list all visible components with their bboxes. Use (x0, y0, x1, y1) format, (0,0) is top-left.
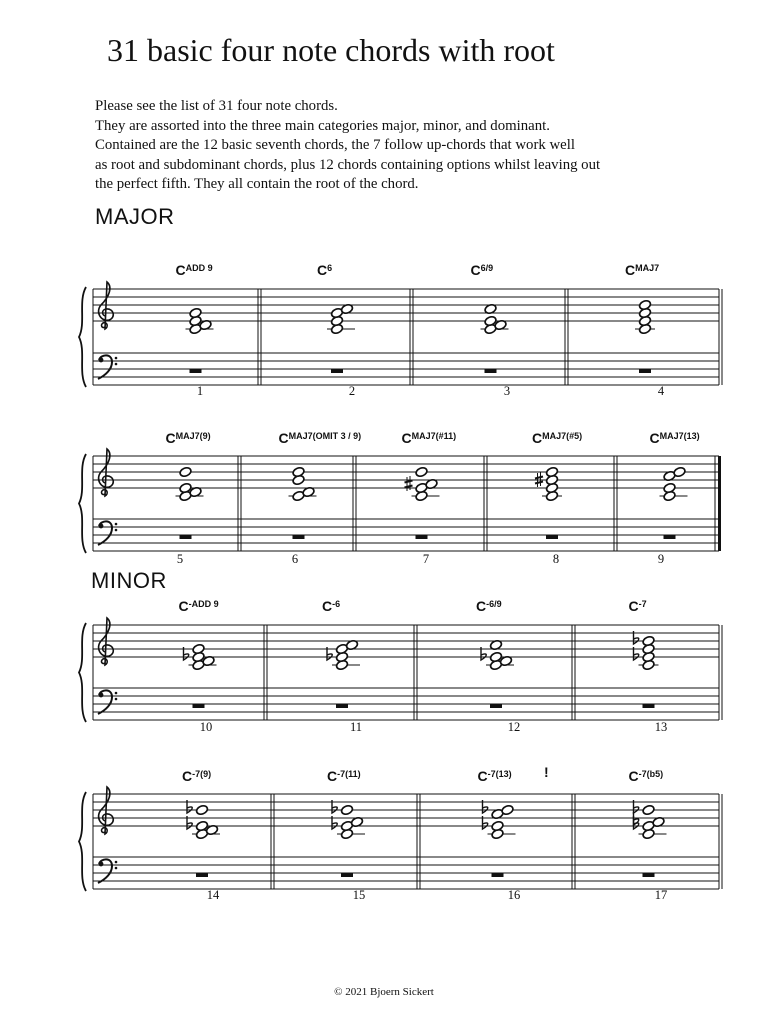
chord-symbol: $C^{-7}$ (628, 598, 647, 614)
system-brace (79, 287, 86, 387)
chord-symbol: $C^{MAJ7(13)}$ (649, 430, 700, 446)
chord-symbol: $C^{-7(13)}$ (477, 768, 512, 784)
whole-rest (490, 704, 502, 708)
bass-clef-dot (99, 358, 104, 363)
whole-note (642, 804, 655, 815)
category-heading-minor: MINOR (91, 568, 167, 593)
system-brace (79, 623, 86, 722)
chord-number: 14 (206, 888, 220, 902)
chord-number: 8 (552, 552, 560, 566)
system-brace (79, 792, 86, 891)
whole-rest (180, 535, 192, 539)
chord-number: 15 (352, 888, 366, 902)
intro-line: as root and subdominant chords, plus 12 chords containing options whilst leaving out (95, 156, 601, 173)
bass-clef-dot (99, 524, 104, 529)
chord-symbol: $C^{MAJ7(\#11)}$ (401, 430, 457, 446)
chord-symbol: $C^{6/9}$ (470, 262, 494, 278)
bass-clef-dot (115, 861, 118, 864)
intro-line: the perfect fifth. They all contain the root of the chord. (95, 176, 419, 192)
chord-number: 7 (422, 552, 430, 566)
whole-rest (643, 704, 655, 708)
bass-clef-dot (115, 698, 118, 701)
chord-number: 16 (507, 888, 521, 902)
sharp-sign (535, 477, 543, 479)
intro-line: Please see the list of 31 four note chords. (95, 98, 338, 114)
whole-rest (492, 873, 504, 877)
system-brace (79, 454, 86, 553)
chord-number: 12 (507, 720, 521, 734)
bass-clef-dot (115, 692, 118, 695)
chord-symbol: $C^{MAJ7}$ (625, 262, 660, 278)
final-barline-thick (718, 456, 721, 551)
whole-note (179, 466, 192, 477)
chord-symbol: $C^{-6/9}$ (476, 598, 502, 614)
annotation-mark: ! (544, 764, 549, 780)
whole-rest (336, 704, 348, 708)
whole-rest (643, 873, 655, 877)
whole-rest (331, 369, 343, 373)
whole-rest (664, 535, 676, 539)
bass-clef-dot (115, 357, 118, 360)
chord-symbol: $C^{-7(11)}$ (327, 768, 361, 784)
chord-number: 13 (654, 720, 668, 734)
chord-symbol: $C^{-ADD 9}$ (178, 598, 219, 614)
chord-number: 2 (348, 384, 356, 398)
chord-symbol: $C^{MAJ7(OMIT 3 / 9)}$ (278, 430, 362, 446)
chord-symbol: $C^{-7(9)}$ (182, 768, 212, 784)
bass-clef-dot (99, 693, 104, 698)
chord-symbol: $C^6$ (317, 262, 333, 278)
intro-line: They are assorted into the three main categories major, minor, and dominant. (95, 117, 550, 134)
whole-note (195, 804, 208, 815)
whole-rest (293, 535, 305, 539)
chord-number: 10 (199, 720, 213, 734)
whole-rest (546, 535, 558, 539)
whole-rest (193, 704, 205, 708)
whole-note (340, 804, 353, 815)
whole-rest (416, 535, 428, 539)
whole-note (501, 804, 514, 815)
chord-symbol: $C^{MAJ7(9)}$ (165, 430, 211, 446)
chord-symbol: $C^{-7(b5)}$ (628, 768, 664, 784)
bass-clef-dot (99, 862, 104, 867)
chord-number: 3 (503, 384, 511, 398)
sharp-sign (405, 481, 413, 483)
chord-number: 9 (657, 552, 665, 566)
chord-number: 11 (349, 720, 363, 734)
copyright-footer: © 2021 Bjoern Sickert (334, 986, 434, 998)
sharp-sign (405, 486, 413, 488)
bass-clef-dot (115, 523, 118, 526)
page-title: 31 basic four note chords with root (107, 32, 555, 68)
whole-rest (485, 369, 497, 373)
chord-symbol: $C^{ADD 9}$ (175, 262, 213, 278)
whole-rest (196, 873, 208, 877)
whole-note (415, 466, 428, 477)
intro-line: Contained are the 12 basic seventh chords, the 7 follow up-chords that work well (95, 137, 575, 153)
whole-rest (639, 369, 651, 373)
chord-number: 17 (654, 888, 668, 902)
chord-number: 1 (196, 384, 204, 398)
bass-clef-dot (115, 867, 118, 870)
chord-number: 4 (657, 384, 665, 398)
bass-clef-dot (115, 363, 118, 366)
category-heading-major: MAJOR (95, 204, 175, 229)
whole-rest (341, 873, 353, 877)
bass-clef-dot (115, 529, 118, 532)
chord-symbol: $C^{MAJ7(\#5)}$ (532, 430, 583, 446)
chord-number: 5 (176, 552, 184, 566)
chord-symbol: $C^{-6}$ (322, 598, 341, 614)
chord-number: 6 (291, 552, 299, 566)
whole-rest (190, 369, 202, 373)
sharp-sign (535, 482, 543, 484)
whole-note (673, 466, 686, 477)
